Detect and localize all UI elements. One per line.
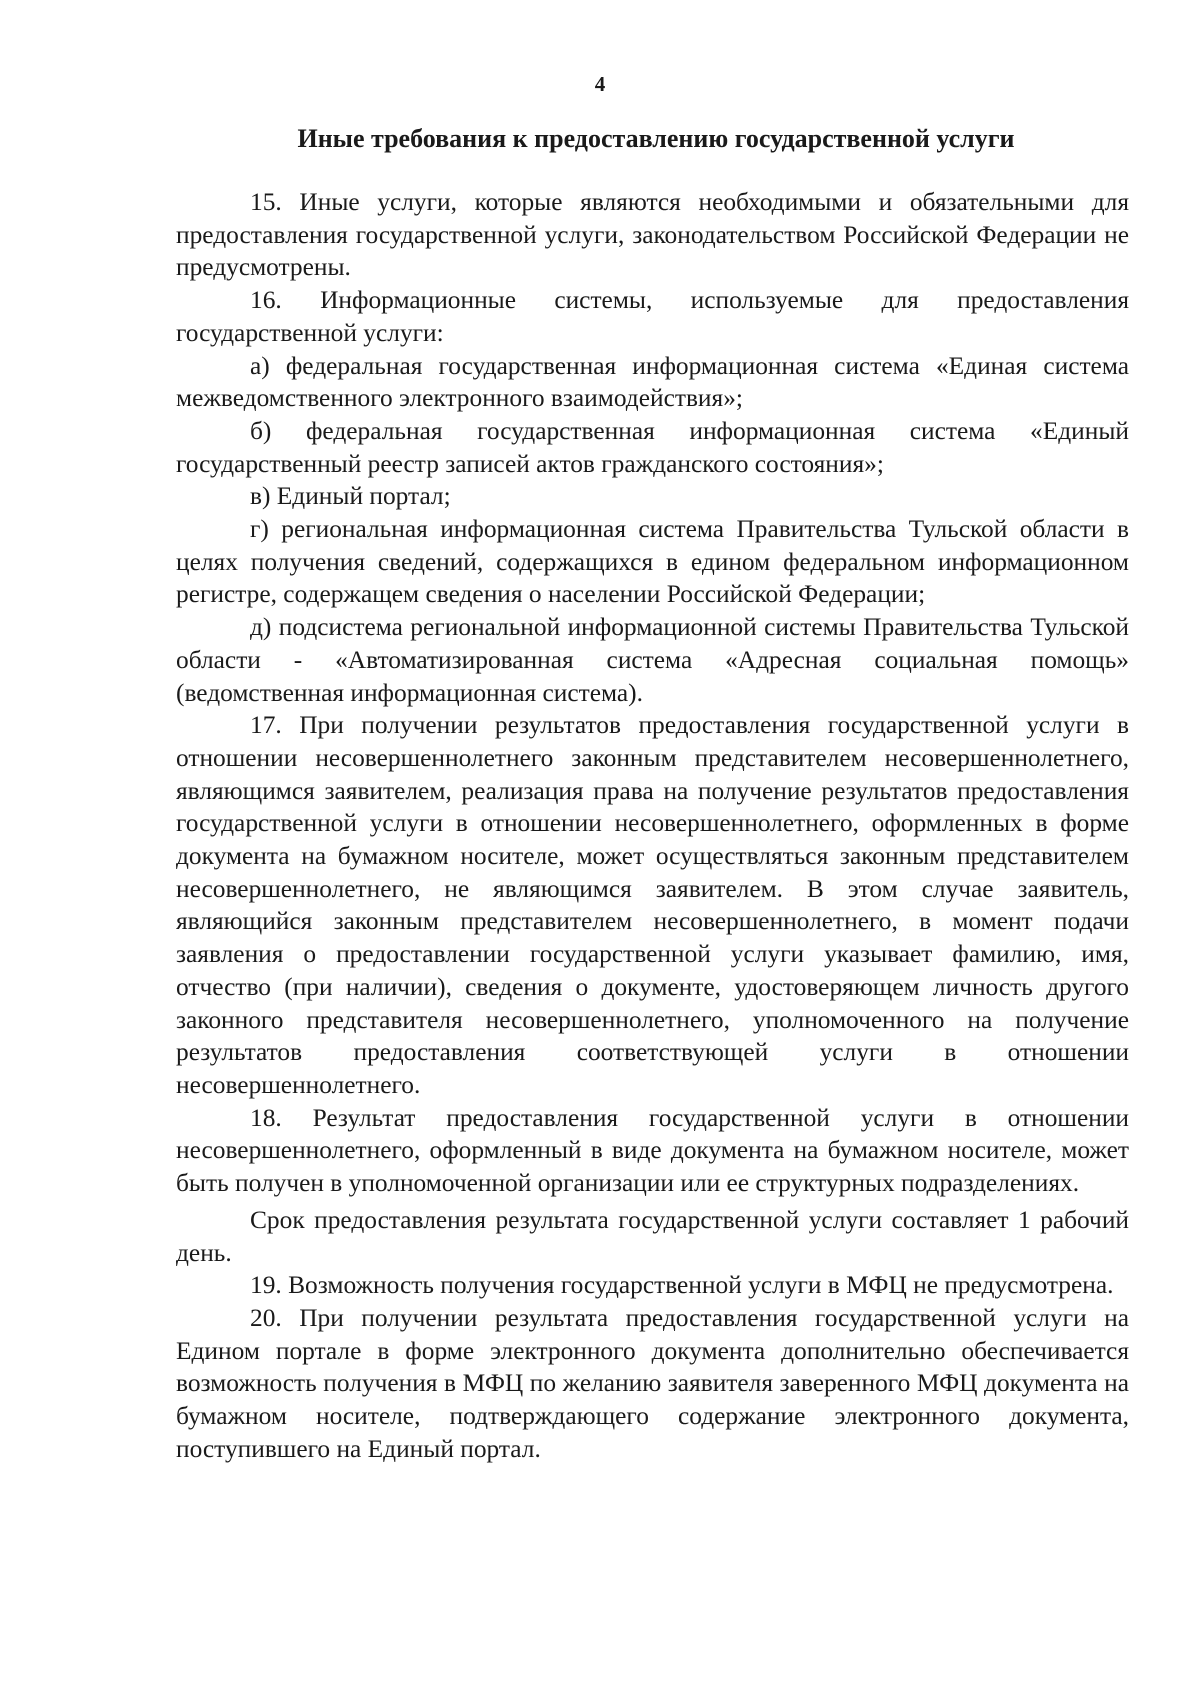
section-title: Иные требования к предоставлению государственной услуги xyxy=(297,124,1015,153)
list-item-b: б) федеральная государственная информационная система «Единый государственный реестр записей актов гражданского состояния»; xyxy=(176,416,1129,478)
paragraph-20: 20. При получении результата предоставления государственной услуги на Едином портале в форме электронного документа дополнительно обеспечивается возможность получения в МФЦ по желанию заявителя заверенного МФЦ документа на бумажном носителе, подтверждающего содержание электронного документа, поступившего на Единый портал. xyxy=(176,1303,1129,1463)
list-item-v: в) Единый портал; xyxy=(250,482,451,511)
paragraph-17: 17. При получении результатов предоставления государственной услуги в отношении несовершеннолетнего законным представителем несовершеннолетнего, являющимся заявителем, реализация права на получение результатов предоставления государственной услуги в отношении несовершеннолетнего, оформленных в форме документа на бумажном носителе, может осуществляться законным представителем несовершеннолетнего, не являющимся заявителем. В этом случае заявитель, являющийся законным представителем несовершеннолетнего, в момент подачи заявления о предоставлении государственной услуги указывает фамилию, имя, отчество (при наличии), сведения о документе, удостоверяющем личность другого законного представителя несовершеннолетнего, уполномоченного на получение результатов предоставления соответствующей услуги в отношении несовершеннолетнего. xyxy=(176,711,1129,1099)
list-item-d: д) подсистема региональной информационной системы Правительства Тульской области - «Автоматизированная система «Адресная социальная помощь» (ведомственная информационная система). xyxy=(176,613,1129,707)
paragraph-15: 15. Иные услуги, которые являются необходимыми и обязательными для предоставления государственной услуги, законодательством Российской Федерации не предусмотрены. xyxy=(176,188,1129,282)
page-number: 4 xyxy=(594,72,606,96)
list-item-g: г) региональная информационная система Правительства Тульской области в целях получения сведений, содержащихся в едином федеральном информационном регистре, содержащем сведения о населении Российской Федерации; xyxy=(176,515,1129,609)
list-item-a: а) федеральная государственная информационная система «Единая система межведомственного электронного взаимодействия»; xyxy=(176,351,1129,413)
paragraph-19: 19. Возможность получения государственной услуги в МФЦ не предусмотрена. xyxy=(250,1271,1114,1300)
paragraph-deadline: Срок предоставления результата государственной услуги составляет 1 рабочий день. xyxy=(176,1205,1129,1267)
paragraph-18: 18. Результат предоставления государственной услуги в отношении несовершеннолетнего, оформленный в виде документа на бумажном носителе, может быть получен в уполномоченной организации или ее структурных подразделениях. xyxy=(176,1103,1129,1198)
paragraph-16: 16. Информационные системы, используемые для предоставления государственной услуги: xyxy=(176,286,1129,347)
document-body xyxy=(176,186,1129,1465)
